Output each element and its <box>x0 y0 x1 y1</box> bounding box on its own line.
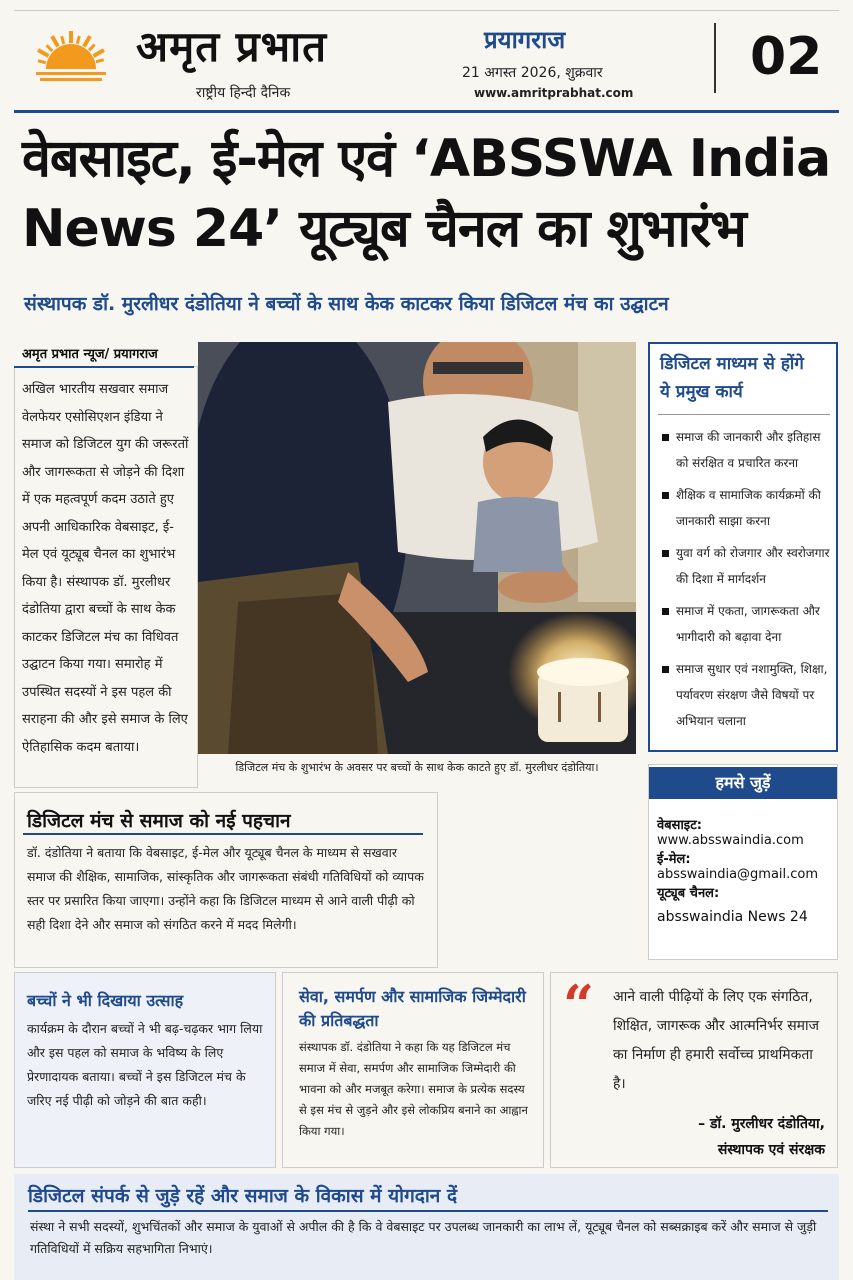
contact-youtube-label-line <box>657 883 719 901</box>
contact-email-line <box>657 849 837 882</box>
byline: अमृत प्रभात न्यूज/ प्रयागराज <box>22 347 158 362</box>
footer-title: डिजिटल संपर्क से जुड़े रहें और समाज के विकास में योगदान दें <box>28 1185 458 1207</box>
quote-attribution <box>615 1111 825 1163</box>
list-item: समाज में एकता, जागरूकता और भागीदारी को बढ़ावा देना <box>660 598 836 650</box>
subheadline: संस्थापक डॉ. मुरलीधर दंडोतिया ने बच्चों के साथ केक काटकर किया डिजिटल मंच का उद्घाटन <box>24 293 669 315</box>
contact-email[interactable]: absswaindia@gmail.com <box>657 867 819 882</box>
masthead-divider <box>714 23 716 93</box>
footer-rule <box>28 1210 828 1212</box>
contact-website-line <box>657 815 837 848</box>
mid-article-box <box>14 792 438 968</box>
quote-box <box>550 972 838 1168</box>
service-box-text: संस्थापक डॉ. दंडोतिया ने कहा कि यह डिजिटल मंच समाज में सेवा, समर्पण और सामाजिक जिम्मेदारी की भावना को और मजबूत करेगा। समाज के प्रत्येक सदस्य से इस मंच से जुड़ने और इसे लोकप्रिय बनाने का आह्वान किया गया। <box>299 1040 528 1138</box>
photo-caption: डिजिटल मंच के शुभारंभ के अवसर पर बच्चों के साथ केक काटते हुए डॉ. मुरलीधर दंडोतिया। <box>235 761 599 774</box>
event-photo <box>198 342 636 754</box>
contact-box <box>648 764 838 960</box>
key-tasks-list <box>660 424 836 740</box>
headline-line-1: वेबसाइट, ई-मेल एवं ‘ABSSWA India <box>22 129 831 189</box>
key-tasks-title-line-2: ये प्रमुख कार्य <box>660 382 743 402</box>
paper-website: www.amritprabhat.com <box>474 86 634 100</box>
key-tasks-title-line-1: डिजिटल माध्यम से होंगे <box>660 354 804 374</box>
contact-title: हमसे जुड़ें <box>649 767 837 799</box>
edition-date: 21 अगस्त 2026, शुक्रवार <box>462 65 603 81</box>
service-box-title: सेवा, समर्पण और सामाजिक जिम्मेदारी की प्रतिबद्धता <box>299 987 526 1030</box>
mid-article-text: डॉ. दंडोतिया ने बताया कि वेबसाइट, ई-मेल और यूट्यूब चैनल के माध्यम से सखवार समाज की शैक्षिक, सामाजिक, सांस्कृतिक और जागरूकता संबंधी गतिविधियों को व्यापक स्तर पर प्रसारित किया जाएगा। उन्होंने कहा कि डिजिटल माध्यम से आने वाली पीढ़ी को सही दिशा देने और समाज को संगठित करने में मदद मिलेगी। <box>27 845 424 932</box>
contact-youtube-label: यूट्यूब चैनल: <box>657 886 720 901</box>
cake-cutting-photo-illustration <box>198 342 636 754</box>
byline-rule <box>14 366 194 368</box>
key-tasks-box <box>648 342 838 752</box>
paper-name: अमृत प्रभात <box>136 22 328 71</box>
list-item: शैक्षिक व सामाजिक कार्यक्रमों की जानकारी साझा करना <box>660 482 836 534</box>
kids-box-text: कार्यक्रम के दौरान बच्चों ने भी बढ़-चढ़कर भाग लिया और इस पहल को समाज के भविष्य के लिए प्रेरणादायक बताया। बच्चों ने इस डिजिटल मंच के जरिए नई पीढ़ी को जोड़ने की बात कही। <box>27 1021 263 1108</box>
page-number: 02 <box>750 27 823 87</box>
quote-mark-icon: “ <box>563 973 595 1037</box>
quote-text: आने वाली पीढ़ियों के लिए एक संगठित, शिक्षित, जागरूक और आत्मनिर्भर समाज का निर्माण ही हमारी सर्वोच्च प्राथमिकता है। <box>613 989 820 1092</box>
mid-article-title: डिजिटल मंच से समाज को नई पहचान <box>27 810 291 832</box>
quote-role: संस्थापक एवं संरक्षक <box>717 1142 825 1158</box>
footer-band <box>14 1174 839 1280</box>
kids-box <box>14 972 276 1168</box>
masthead-rule <box>14 110 839 113</box>
paper-tagline: राष्ट्रीय हिन्दी दैनिक <box>196 85 291 101</box>
contact-website[interactable]: www.absswaindia.com <box>657 833 804 848</box>
service-box <box>282 972 544 1168</box>
quote-author: – डॉ. मुरलीधर दंडोतिया, <box>698 1116 825 1132</box>
key-tasks-title <box>660 350 830 406</box>
key-tasks-rule <box>658 414 830 415</box>
list-item: समाज की जानकारी और इतिहास को संरक्षित व प्रचारित करना <box>660 424 836 476</box>
masthead <box>14 10 839 110</box>
kids-box-title: बच्चों ने भी दिखाया उत्साह <box>27 991 184 1010</box>
edition-city: प्रयागराज <box>484 26 566 54</box>
footer-text: संस्था ने सभी सदस्यों, शुभचिंतकों और समाज के युवाओं से अपील की है कि वे वेबसाइट पर उपलब्ध जानकारी का लाभ लें, यूट्यूब चैनल को सब्सक्राइब करें और समाज से जुड़ी गतिविधियों में सक्रिय सहभागिता निभाएं। <box>30 1219 817 1256</box>
headline <box>22 124 837 264</box>
list-item: समाज सुधार एवं नशामुक्ति, शिक्षा, पर्यावरण संरक्षण जैसे विषयों पर अभियान चलाना <box>660 656 836 734</box>
contact-website-label: वेबसाइट: <box>657 818 702 833</box>
mid-article-rule <box>23 833 423 835</box>
rising-sun-logo-icon <box>32 29 110 85</box>
contact-youtube[interactable]: absswaindia News 24 <box>657 909 808 925</box>
list-item: युवा वर्ग को रोजगार और स्वरोजगार की दिशा में मार्गदर्शन <box>660 540 836 592</box>
contact-email-label: ई-मेल: <box>657 852 691 867</box>
main-article-text: अखिल भारतीय सखवार समाज वेलफेयर एसोसिएशन इंडिया ने समाज को डिजिटल युग की जरूरतों और जागरूकता से जोड़ने की दिशा में एक महत्वपूर्ण कदम उठाते हुए अपनी आधिकारिक वेबसाइट, ई-मेल एवं यूट्यूब चैनल का शुभारंभ किया है। संस्थापक डॉ. मुरलीधर दंडोतिया द्वारा बच्चों के साथ केक काटकर डिजिटल मंच का विधिवत उद्घाटन किया गया। समारोह में उपस्थित सदस्यों ने इस पहल की सराहना की और इसे समाज के लिए ऐतिहासिक कदम बताया। <box>22 382 189 755</box>
headline-line-2: News 24’ यूट्यूब चैनल का शुभारंभ <box>22 199 746 259</box>
